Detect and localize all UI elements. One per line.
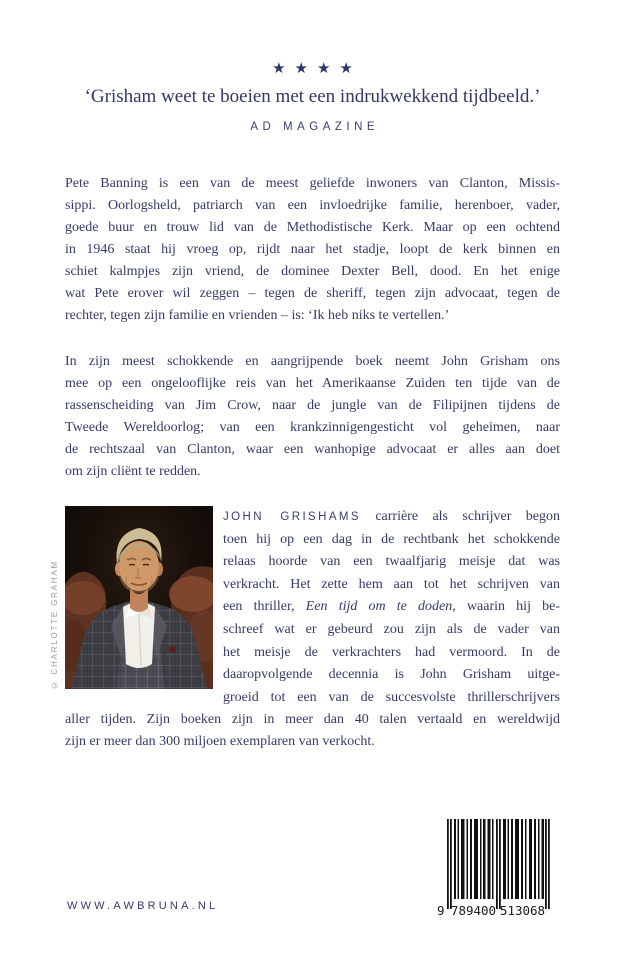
publisher-website: WWW.AWBRUNA.NL	[67, 900, 219, 912]
barcode-digit-group1: 789400	[450, 903, 497, 918]
review-quote: ‘Grisham weet te boeien met een indrukwekkend tijdbeeld.’	[84, 86, 541, 107]
author-photo	[65, 506, 213, 689]
isbn-barcode	[437, 819, 559, 918]
author-bio	[50, 506, 560, 753]
synopsis-paragraph-2: In zijn meest schokkende en aangrijpende boek neemt John Grisham ons mee op een ongelooflijke reis van het Amerikaanse Zuiden ten tijde van de rassenscheiding van Jim Crow, naar de jungle van de Filipijnen tijdens de Tweede Wereldoorlog; van een krankzinnigengesticht vol geheimen, naar de rechtszaal van Clanton, waar een wanhopige advocaat er alles aan doet om zijn cliënt te redden.	[65, 354, 560, 479]
rating-stars: ★★★★	[272, 59, 362, 77]
bio-text-fullwidth: aller tijden. Zijn boeken zijn in meer dan 40 talen vertaald en wereldwijd zijn er meer dan 300 miljoen exemplaren van verkocht.	[65, 712, 560, 750]
review-source: AD MAGAZINE	[250, 121, 380, 133]
author-photo-block	[50, 506, 213, 689]
barcode-digit-group2: 513068	[499, 903, 546, 918]
bio-text-column: JOHN GRISHAMS carrière als schrijver begon toen hij op een dag in de rechtbank het schokkende relaas hoorde van een twaalfjarig meisje dat was verkracht. Het zette hem aan tot het schrijven van een thriller, Een tijd om te doden, waarin hij be- schreef wat er gebeurd zou zijn als de vader van het meisje de verkrachters had vermoord. In de daaropvolgende decennia is John Grisham uitge- groeid tot een van de succesvolste thrillerschrijvers	[223, 509, 560, 705]
synopsis-paragraph-1: Pete Banning is een van de meest geliefde inwoners van Clanton, Missis- sippi. Oorlogsheld, patriarch van een invloedrijke familie, herenboer, vader, goede buur en trouw lid van de Methodistische Kerk. Maar op een ochtend in 1946 staat hij vroeg op, rijdt naar het stadje, loopt de kerk binnen en schiet kalmpjes zijn vriend, de dominee Dexter Bell, dood. En het enige wat Pete erover wil zeggen – tegen de sheriff, tegen zijn advocaat, tegen de rechter, tegen zijn familie en vrienden – is: ‘Ik heb niks te vertellen.’	[65, 176, 560, 323]
photo-credit: © CHARLOTTE GRAHAM	[50, 559, 59, 689]
barcode-digit-prefix: 9	[437, 903, 445, 918]
review-header	[65, 0, 560, 134]
